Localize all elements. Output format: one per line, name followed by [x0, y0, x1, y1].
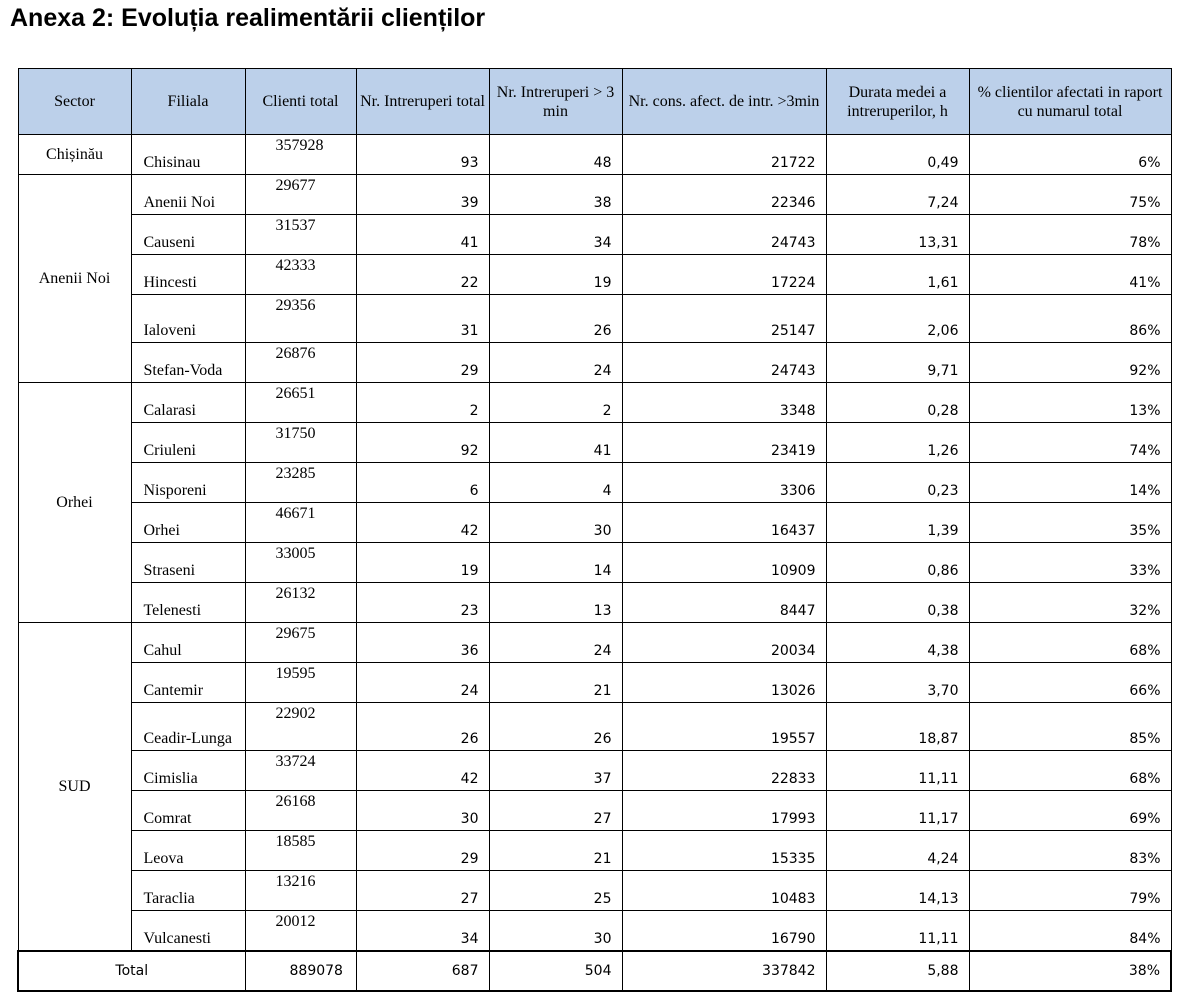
- cell-filiala: Straseni: [131, 543, 245, 583]
- cell-consumatori-afectati: 22346: [622, 175, 826, 215]
- cell-clienti-total: 357928: [245, 135, 356, 175]
- cell-consumatori-afectati: 10483: [622, 871, 826, 911]
- cell-filiala: Chisinau: [131, 135, 245, 175]
- cell-consumatori-afectati: 3348: [622, 383, 826, 423]
- cell-durata-medie: 2,06: [826, 295, 969, 343]
- cell-procent-clienti: 66%: [969, 663, 1171, 703]
- cell-filiala: Telenesti: [131, 583, 245, 623]
- cell-clienti-total: 26651: [245, 383, 356, 423]
- table-row: [18, 503, 1171, 543]
- cell-durata-medie: 11,11: [826, 911, 969, 952]
- page-title: Anexa 2: Evoluția realimentării clienților: [10, 4, 486, 32]
- cell-filiala: Taraclia: [131, 871, 245, 911]
- cell-consumatori-afectati: 20034: [622, 623, 826, 663]
- cell-clienti-total: 26876: [245, 343, 356, 383]
- cell-intreruperi-total: 39: [356, 175, 489, 215]
- cell-procent-clienti: 6%: [969, 135, 1171, 175]
- cell-consumatori-afectati: 24743: [622, 215, 826, 255]
- cell-filiala: Vulcanesti: [131, 911, 245, 952]
- cell-intreruperi-3min: 41: [489, 423, 622, 463]
- cell-consumatori-afectati: 15335: [622, 831, 826, 871]
- cell-consumatori-afectati: 8447: [622, 583, 826, 623]
- table-row: [18, 791, 1171, 831]
- table-row: [18, 831, 1171, 871]
- cell-consumatori-afectati: 19557: [622, 703, 826, 751]
- cell-durata-medie: 4,38: [826, 623, 969, 663]
- cell-consumatori-afectati: 13026: [622, 663, 826, 703]
- cell-intreruperi-3min: 30: [489, 911, 622, 952]
- cell-intreruperi-3min: 34: [489, 215, 622, 255]
- table-row: [18, 383, 1171, 423]
- table-row: [18, 543, 1171, 583]
- cell-intreruperi-3min: 21: [489, 831, 622, 871]
- cell-durata-medie: 0,38: [826, 583, 969, 623]
- cell-durata-medie: 14,13: [826, 871, 969, 911]
- cell-intreruperi-total: 29: [356, 831, 489, 871]
- header-consumatori-afectati: Nr. cons. afect. de intr. >3min: [622, 69, 826, 135]
- header-clienti-total: Clienti total: [245, 69, 356, 135]
- cell-intreruperi-total: 31: [356, 295, 489, 343]
- cell-intreruperi-total: 30: [356, 791, 489, 831]
- cell-intreruperi-total: 27: [356, 871, 489, 911]
- cell-clienti-total: 31537: [245, 215, 356, 255]
- cell-procent-clienti: 13%: [969, 383, 1171, 423]
- cell-procent-clienti: 32%: [969, 583, 1171, 623]
- header-intreruperi-3min: Nr. Intreruperi > 3 min: [489, 69, 622, 135]
- cell-durata-medie: 3,70: [826, 663, 969, 703]
- cell-intreruperi-total: 36: [356, 623, 489, 663]
- table-row: [18, 751, 1171, 791]
- cell-intreruperi-total: 24: [356, 663, 489, 703]
- cell-procent-clienti: 86%: [969, 295, 1171, 343]
- cell-filiala: Hincesti: [131, 255, 245, 295]
- cell-intreruperi-3min: 19: [489, 255, 622, 295]
- table-row: [18, 215, 1171, 255]
- header-procent-clienti: % clientilor afectati in raport cu numarul total: [969, 69, 1171, 135]
- cell-filiala: Comrat: [131, 791, 245, 831]
- cell-durata-medie: 4,24: [826, 831, 969, 871]
- cell-filiala: Orhei: [131, 503, 245, 543]
- cell-intreruperi-total: 26: [356, 703, 489, 751]
- cell-clienti-total: 33005: [245, 543, 356, 583]
- table-row: [18, 463, 1171, 503]
- cell-filiala: Cimislia: [131, 751, 245, 791]
- sector-cell: Anenii Noi: [18, 175, 131, 383]
- table-row: [18, 703, 1171, 751]
- cell-filiala: Stefan-Voda: [131, 343, 245, 383]
- table-row: [18, 255, 1171, 295]
- cell-procent-clienti: 68%: [969, 751, 1171, 791]
- cell-intreruperi-3min: 2: [489, 383, 622, 423]
- header-row: [18, 69, 1171, 135]
- cell-intreruperi-3min: 24: [489, 623, 622, 663]
- cell-intreruperi-3min: 24: [489, 343, 622, 383]
- cell-intreruperi-total: 41: [356, 215, 489, 255]
- cell-durata-medie: 9,71: [826, 343, 969, 383]
- total-clienti: 889078: [245, 951, 356, 991]
- total-intreruperi: 687: [356, 951, 489, 991]
- cell-consumatori-afectati: 25147: [622, 295, 826, 343]
- cell-intreruperi-total: 22: [356, 255, 489, 295]
- cell-procent-clienti: 78%: [969, 215, 1171, 255]
- cell-consumatori-afectati: 22833: [622, 751, 826, 791]
- cell-filiala: Ceadir-Lunga: [131, 703, 245, 751]
- cell-clienti-total: 19595: [245, 663, 356, 703]
- cell-intreruperi-3min: 48: [489, 135, 622, 175]
- cell-durata-medie: 0,49: [826, 135, 969, 175]
- cell-durata-medie: 11,11: [826, 751, 969, 791]
- cell-procent-clienti: 84%: [969, 911, 1171, 952]
- cell-consumatori-afectati: 17993: [622, 791, 826, 831]
- cell-intreruperi-3min: 30: [489, 503, 622, 543]
- table-row: [18, 623, 1171, 663]
- cell-clienti-total: 20012: [245, 911, 356, 952]
- cell-intreruperi-total: 23: [356, 583, 489, 623]
- cell-procent-clienti: 33%: [969, 543, 1171, 583]
- cell-durata-medie: 11,17: [826, 791, 969, 831]
- cell-consumatori-afectati: 16437: [622, 503, 826, 543]
- cell-intreruperi-3min: 38: [489, 175, 622, 215]
- table-row: [18, 871, 1171, 911]
- table-row: [18, 423, 1171, 463]
- table-row: [18, 135, 1171, 175]
- cell-procent-clienti: 79%: [969, 871, 1171, 911]
- cell-clienti-total: 18585: [245, 831, 356, 871]
- table-row: [18, 295, 1171, 343]
- cell-intreruperi-3min: 14: [489, 543, 622, 583]
- cell-clienti-total: 46671: [245, 503, 356, 543]
- cell-intreruperi-total: 2: [356, 383, 489, 423]
- cell-procent-clienti: 92%: [969, 343, 1171, 383]
- cell-filiala: Cahul: [131, 623, 245, 663]
- cell-filiala: Cantemir: [131, 663, 245, 703]
- cell-intreruperi-3min: 37: [489, 751, 622, 791]
- cell-intreruperi-3min: 26: [489, 295, 622, 343]
- cell-consumatori-afectati: 24743: [622, 343, 826, 383]
- cell-clienti-total: 23285: [245, 463, 356, 503]
- cell-intreruperi-total: 93: [356, 135, 489, 175]
- cell-intreruperi-3min: 21: [489, 663, 622, 703]
- header-durata-medie: Durata medei a intreruperilor, h: [826, 69, 969, 135]
- cell-filiala: Causeni: [131, 215, 245, 255]
- total-durata: 5,88: [826, 951, 969, 991]
- table-row: [18, 175, 1171, 215]
- cell-procent-clienti: 74%: [969, 423, 1171, 463]
- cell-durata-medie: 1,61: [826, 255, 969, 295]
- cell-intreruperi-total: 34: [356, 911, 489, 952]
- cell-procent-clienti: 83%: [969, 831, 1171, 871]
- cell-filiala: Calarasi: [131, 383, 245, 423]
- cell-clienti-total: 42333: [245, 255, 356, 295]
- cell-clienti-total: 29356: [245, 295, 356, 343]
- cell-filiala: Ialoveni: [131, 295, 245, 343]
- cell-consumatori-afectati: 16790: [622, 911, 826, 952]
- cell-consumatori-afectati: 10909: [622, 543, 826, 583]
- cell-intreruperi-total: 42: [356, 751, 489, 791]
- cell-clienti-total: 13216: [245, 871, 356, 911]
- header-intreruperi-total: Nr. Intreruperi total: [356, 69, 489, 135]
- table-row: [18, 663, 1171, 703]
- cell-filiala: Nisporeni: [131, 463, 245, 503]
- cell-clienti-total: 22902: [245, 703, 356, 751]
- total-label: Total: [18, 951, 245, 991]
- table-row: [18, 343, 1171, 383]
- cell-consumatori-afectati: 21722: [622, 135, 826, 175]
- clients-table: [17, 68, 1172, 992]
- cell-clienti-total: 26132: [245, 583, 356, 623]
- cell-filiala: Anenii Noi: [131, 175, 245, 215]
- cell-procent-clienti: 14%: [969, 463, 1171, 503]
- cell-consumatori-afectati: 23419: [622, 423, 826, 463]
- total-procent: 38%: [969, 951, 1171, 991]
- cell-intreruperi-3min: 25: [489, 871, 622, 911]
- sector-cell: Chișinău: [18, 135, 131, 175]
- cell-intreruperi-3min: 4: [489, 463, 622, 503]
- total-row: [18, 951, 1171, 991]
- cell-durata-medie: 0,28: [826, 383, 969, 423]
- cell-durata-medie: 18,87: [826, 703, 969, 751]
- cell-durata-medie: 13,31: [826, 215, 969, 255]
- cell-intreruperi-total: 92: [356, 423, 489, 463]
- cell-filiala: Leova: [131, 831, 245, 871]
- cell-filiala: Criuleni: [131, 423, 245, 463]
- header-sector: Sector: [18, 69, 131, 135]
- cell-intreruperi-3min: 13: [489, 583, 622, 623]
- table-row: [18, 583, 1171, 623]
- cell-intreruperi-3min: 27: [489, 791, 622, 831]
- cell-procent-clienti: 85%: [969, 703, 1171, 751]
- cell-durata-medie: 7,24: [826, 175, 969, 215]
- cell-procent-clienti: 35%: [969, 503, 1171, 543]
- cell-intreruperi-total: 6: [356, 463, 489, 503]
- cell-intreruperi-total: 42: [356, 503, 489, 543]
- cell-durata-medie: 0,23: [826, 463, 969, 503]
- cell-procent-clienti: 75%: [969, 175, 1171, 215]
- cell-consumatori-afectati: 3306: [622, 463, 826, 503]
- sector-cell: Orhei: [18, 383, 131, 623]
- cell-durata-medie: 1,26: [826, 423, 969, 463]
- cell-procent-clienti: 41%: [969, 255, 1171, 295]
- cell-clienti-total: 29675: [245, 623, 356, 663]
- cell-intreruperi-total: 19: [356, 543, 489, 583]
- cell-intreruperi-total: 29: [356, 343, 489, 383]
- cell-procent-clienti: 68%: [969, 623, 1171, 663]
- header-filiala: Filiala: [131, 69, 245, 135]
- cell-clienti-total: 29677: [245, 175, 356, 215]
- cell-clienti-total: 33724: [245, 751, 356, 791]
- cell-consumatori-afectati: 17224: [622, 255, 826, 295]
- sector-cell: SUD: [18, 623, 131, 952]
- cell-procent-clienti: 69%: [969, 791, 1171, 831]
- cell-clienti-total: 31750: [245, 423, 356, 463]
- cell-durata-medie: 1,39: [826, 503, 969, 543]
- cell-intreruperi-3min: 26: [489, 703, 622, 751]
- total-intreruperi-3min: 504: [489, 951, 622, 991]
- cell-durata-medie: 0,86: [826, 543, 969, 583]
- cell-clienti-total: 26168: [245, 791, 356, 831]
- total-consumatori-afectati: 337842: [622, 951, 826, 991]
